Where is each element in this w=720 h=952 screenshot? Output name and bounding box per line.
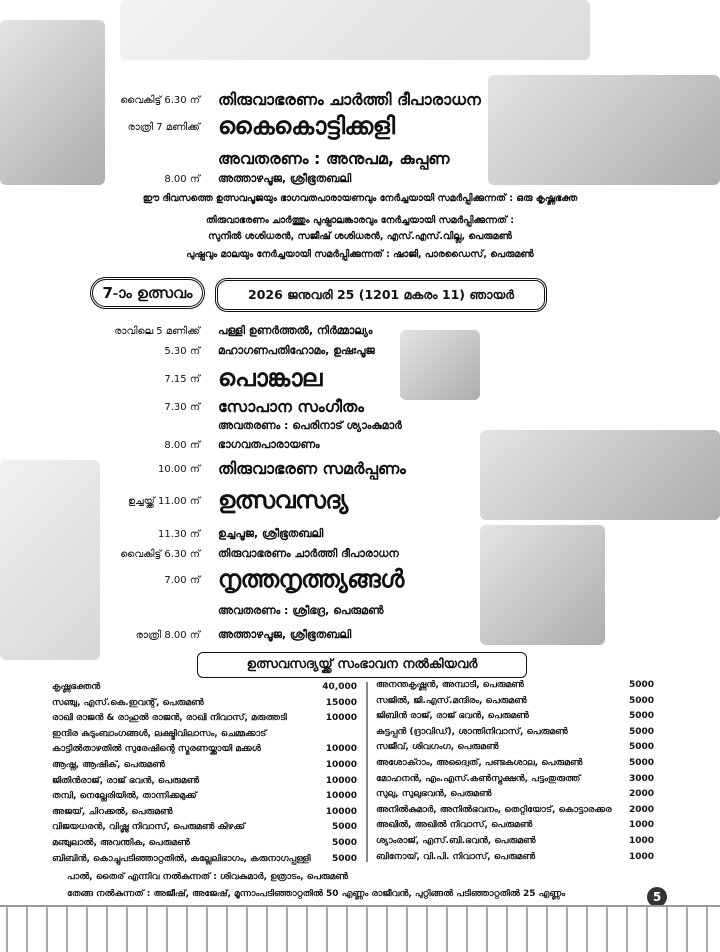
donation-amount: 2000 xyxy=(628,804,654,815)
time-label: ഉച്ചയ്ക്ക് 11.00 ന് xyxy=(127,496,200,507)
decorative-border-pattern xyxy=(0,905,720,952)
donation-amount: 5000 xyxy=(628,726,654,737)
donation-row xyxy=(52,774,357,790)
donation-amount: 5000 xyxy=(628,757,654,768)
time-label: വൈകിട്ട് 6.30 ന് xyxy=(120,549,200,560)
offering-note: സുനിൽ ശശിധരൻ, സജീഷ് ശശിധരൻ, എസ്.എസ്.വില്ല, പെരുമൺ xyxy=(208,231,512,242)
donation-amount: 10000 xyxy=(325,713,357,724)
donation-row xyxy=(376,787,654,803)
donation-amount: 5000 xyxy=(628,695,654,706)
donation-amount: 1000 xyxy=(628,851,654,862)
donation-amount: 5000 xyxy=(331,837,357,848)
time-label: 10.00 ന് xyxy=(158,464,200,475)
pongala-pot-image xyxy=(400,330,480,400)
time-label: രാത്രി 8.00 ന് xyxy=(135,630,200,641)
donor-name: രാഖി രാജൻ & രാഹുൽ രാജൻ, രാഖി നിവാസ്, മരുത്തടി xyxy=(52,713,287,724)
donations-left-list xyxy=(52,680,357,867)
page-number: 5 xyxy=(647,887,667,907)
event-label: അത്താഴപൂജ, ശ്രീഭൂതബലി xyxy=(218,172,352,185)
day-label: 7-ാം ഉത്സവം xyxy=(102,284,193,302)
event-label: തിരുവാഭരണം ചാർത്തി ദീപാരാധന xyxy=(218,547,399,560)
donation-row xyxy=(52,758,357,774)
donation-amount: 2000 xyxy=(628,789,654,800)
footer-line-milk: പാൽ, തൈര് എന്നിവ നൽകുന്നത് : ശിവകുമാർ, ഉത്രാടം, പെരുമൺ xyxy=(67,872,349,882)
donation-row xyxy=(52,696,357,712)
donation-row xyxy=(52,727,357,743)
donor-name: സജീവ്, ശിവഗംഗ, പെരുമൺ xyxy=(376,742,499,753)
time-label: 8.00 ന് xyxy=(164,174,200,185)
donations-title-box xyxy=(197,652,527,678)
donor-name: ബിനോയ്, വി.പി. നിവാസ്, പെരുമൺ xyxy=(376,851,536,862)
donor-name: കാട്ടിൽതാഴതിൽ സുരേഷിന്റെ സ്മരണയ്ക്കായി മക്കൾ xyxy=(52,744,261,755)
time-label: 5.30 ന് xyxy=(164,346,200,357)
donation-amount: 10000 xyxy=(325,759,357,770)
event-label: തിരുവാഭരണം ചാർത്തി ദീപാരാധന xyxy=(218,90,481,109)
donor-name: ജിബിൻ രാജ്, രാജ് ഭവൻ, പെരുമൺ xyxy=(376,711,529,722)
donor-name: അനന്തകൃഷ്ണൻ, അമ്പാടി, പെരുമൺ xyxy=(376,680,524,690)
day-badge xyxy=(90,277,205,309)
time-label: രാവിലെ 5 മണിക്ക് xyxy=(114,326,200,337)
krishna-image xyxy=(0,20,105,185)
donation-amount: 40,000 xyxy=(322,682,357,692)
event-label: ഉത്സവസദ്യ xyxy=(218,486,348,514)
donor-name: കൃഷ്ണഭക്തൻ xyxy=(52,682,101,692)
offering-note: പുഷ്പവും മാലയും നേർച്ചയായി സമർപ്പിക്കുന്നത് : ഷാജി, പാരഡൈസ്, പെരുമൺ xyxy=(186,249,534,260)
time-label: രാത്രി 7 മണിക്ക് xyxy=(127,122,200,133)
event-label: അവതരണം : ശ്രീഭദ്ര, പെരുമൺ xyxy=(218,604,384,617)
time-label: 8.00 ന് xyxy=(164,440,200,451)
time-label: 7.00 ന് xyxy=(164,575,200,586)
event-label: മഹാഗണപതിഹോമം, ഉഷഃപൂജ xyxy=(218,344,375,357)
donation-amount: 5000 xyxy=(628,680,654,690)
event-label: അത്താഴപൂജ, ശ്രീഭൂതബലി xyxy=(218,628,352,641)
donor-name: തമ്പി, നെല്ലേരിയിൽ, താന്നിക്കമുക്ക് xyxy=(52,791,197,802)
donations-title: ഉത്സവസദ്യയ്ക്ക് സംഭാവന നൽകിയവർ xyxy=(246,657,478,672)
donation-row xyxy=(52,680,357,696)
donation-row xyxy=(52,820,357,836)
donation-amount: 10000 xyxy=(325,775,357,786)
donor-name: മോഹനൻ, എം.എസ്.കൺസ്ട്രക്ഷൻ, പട്ടംതുരുത്ത് xyxy=(376,773,581,784)
donation-row xyxy=(376,772,654,788)
donation-row xyxy=(376,694,654,710)
time-label: 11.30 ന് xyxy=(158,529,200,540)
donor-name: കുട്ടപ്പൻ (ദ്രാവിഡ്), ശാന്തിനിവാസ്, പെരുമൺ xyxy=(376,726,568,737)
donation-amount: 5000 xyxy=(331,853,357,864)
donation-row xyxy=(376,709,654,725)
event-label: ഉച്ചപൂജ, ശ്രീഭൂതബലി xyxy=(218,527,324,540)
donation-row xyxy=(52,836,357,852)
donor-name: അനിൽകുമാർ, അനിൽഭവനം, തെറ്റിയോട്, കൊട്ടാരക്കര xyxy=(376,804,612,815)
footer-line-coconut: തേങ്ങ നൽകുന്നത് : അജീഷ്, അജേഷ്, മൂന്നാംപടിഞ്ഞാറ്റതിൽ 50 എണ്ണം രാജീവൻ, പുറ്റിങ്ങൽ പടിഞ്ഞാറ്റതിൽ 25 എണ്ണം xyxy=(67,889,566,899)
donation-amount: 10000 xyxy=(325,806,357,817)
event-label: പള്ളി ഉണർത്തൽ, നിർമ്മാല്യം xyxy=(218,324,373,337)
donation-row xyxy=(376,803,654,819)
donation-row xyxy=(376,834,654,850)
donation-row xyxy=(52,789,357,805)
event-label: സോപാന സംഗീതം xyxy=(218,397,364,416)
donation-row xyxy=(376,725,654,741)
donation-row xyxy=(52,852,357,868)
donation-row xyxy=(376,756,654,772)
donation-row xyxy=(376,740,654,756)
donor-name: ബിബിൻ, കൊച്ചുപടിഞ്ഞാറ്റതിൽ, കല്ലേലിഭാഗം, കരുനാഗപ്പള്ളി xyxy=(52,853,311,864)
donation-row xyxy=(52,805,357,821)
donation-amount: 10000 xyxy=(325,744,357,755)
donations-right-list xyxy=(376,678,654,865)
event-label: നൃത്തനൃത്ത്യങ്ങൾ xyxy=(218,565,404,593)
donor-name: ശ്യാംരാജ്, എസ്.ബി.ഭവൻ, പെരുമൺ xyxy=(376,835,536,846)
donor-name: സുലു, സുലുഭവൻ, പെരുമൺ xyxy=(376,789,492,800)
donation-amount: 5000 xyxy=(628,711,654,722)
donor-name: അഖിൽ, അഖിൽ നിവാസ്, പെരുമൺ xyxy=(376,820,533,831)
donation-amount: 5000 xyxy=(628,742,654,753)
donation-amount: 15000 xyxy=(325,697,357,708)
event-label: തിരുവാഭരണ സമർപ്പണം xyxy=(218,459,406,478)
column-divider xyxy=(366,682,368,862)
time-label: 7.30 ന് xyxy=(164,402,200,413)
donation-row xyxy=(376,818,654,834)
peacock-feather-top-image xyxy=(120,0,590,60)
time-label: വൈകിട്ട് 6.30 ന് xyxy=(120,95,200,106)
event-label: അവതരണം : അനുപമ, കുപ്പണ xyxy=(218,149,450,168)
donor-name: മഞ്ചുലാൽ, അവന്തിക, പെരുമൺ xyxy=(52,837,190,848)
donor-name: സജിൽ, ജി.എസ്.മന്ദിരം, പെരുമൺ xyxy=(376,695,527,706)
donation-row xyxy=(376,678,654,694)
date-label: 2026 ജനുവരി 25 (1201 മകരം 11) ഞായർ xyxy=(248,287,514,302)
event-label: ഭാഗവതപാരായണം xyxy=(218,438,320,451)
donation-row xyxy=(52,742,357,758)
donation-amount: 10000 xyxy=(325,791,357,802)
donation-row xyxy=(52,711,357,727)
donor-name: വിജയധരൻ, വിഷ്ണു നിവാസ്, പെരുമൺ കിഴക്ക് xyxy=(52,822,245,833)
donation-amount: 1000 xyxy=(628,820,654,831)
offering-note: തിരുവാഭരണം ചാർത്തും പുഷ്പാലങ്കാരവും നേർച്ചയായി സമർപ്പിക്കുന്നത് : xyxy=(205,215,515,226)
date-banner xyxy=(215,278,547,312)
kaikottikali-group-photo xyxy=(488,75,720,185)
dancers-image xyxy=(480,525,605,645)
donor-name: ഇന്ദിര കുടുംബാംഗങ്ങൾ, ലക്ഷ്മിവിലാസം, ചെമ്മക്കാട് xyxy=(52,728,267,739)
event-label: അവതരണം : പെരിനാട് ശ്യാംകുമാർ xyxy=(218,419,402,432)
event-label: പൊങ്കാല xyxy=(218,364,322,392)
offering-note: ഈ ദിവസത്തെ ഉത്സവപൂജയും ഭാഗവതപാരായണവും നേർച്ചയായി സമർപ്പിക്കുന്നത് : ഒരു കൃഷ്ണഭക്ത xyxy=(142,193,578,204)
peacock-feather-left-image xyxy=(0,460,100,660)
event-label: കൈകൊട്ടിക്കളി xyxy=(218,112,395,140)
donor-name: ആഷ്ന, ആഷിക്, പെരുമൺ xyxy=(52,759,165,770)
donor-name: ജിതിൻരാജ്, രാജ് ഭവൻ, പെരുമൺ xyxy=(52,775,200,786)
donor-name: സഞ്ചു, എസ്.കെ.ഇവന്റ്, പെരുമൺ xyxy=(52,697,204,708)
donor-name: അജയ്, ചിറക്കൽ, പെരുമൺ xyxy=(52,806,173,817)
donation-row xyxy=(376,850,654,866)
donation-amount: 3000 xyxy=(628,773,654,784)
donor-name: അശോക്റാം, അദ്വൈത്, പണ്ടകശാല, പെരുമൺ xyxy=(376,757,583,768)
donation-amount: 1000 xyxy=(628,835,654,846)
time-label: 7.15 ന് xyxy=(164,374,200,385)
donation-amount: 5000 xyxy=(331,822,357,833)
sadya-leaf-image xyxy=(480,430,720,520)
